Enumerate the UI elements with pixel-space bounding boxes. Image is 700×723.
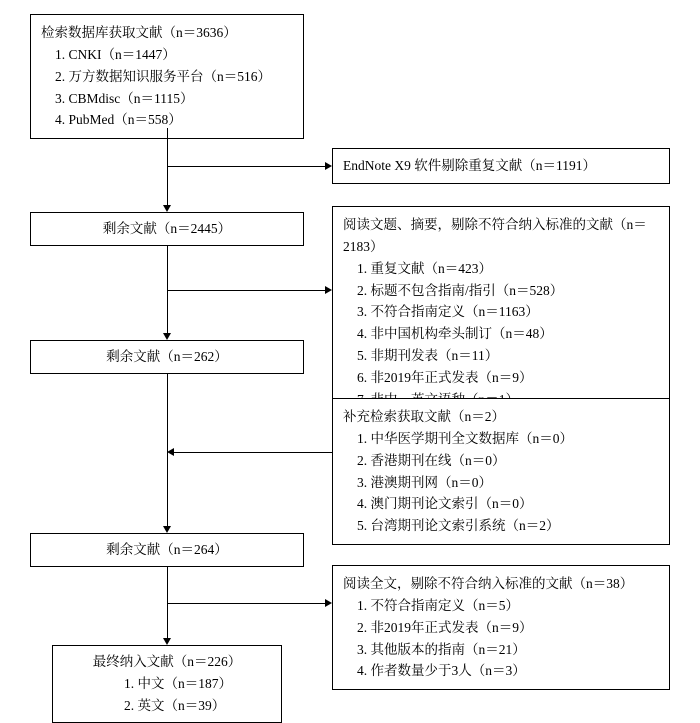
node-dedup-title: EndNote X9 软件剔除重复文献（n＝1191） <box>343 158 596 174</box>
node-included-title: 最终纳入文献（n＝226） <box>92 654 242 669</box>
list-item: 4. PubMed（n＝558） <box>55 112 182 128</box>
connector-spine-to-dedup <box>167 166 325 167</box>
list-item: 6. 非2019年正式发表（n＝9） <box>357 370 533 386</box>
list-item: 5. 台湾期刊论文索引系统（n＝2） <box>357 518 560 534</box>
arrowhead-to-screen-fulltext <box>325 599 332 607</box>
list-item: 1. 中文（n＝187） <box>124 675 232 691</box>
list-item: 4. 作者数量少于3人（n＝3） <box>357 663 526 679</box>
arrowhead-remain3-to-included <box>163 638 171 645</box>
list-item: 3. 其他版本的指南（n＝21） <box>357 641 526 657</box>
list-item: 1. 不符合指南定义（n＝5） <box>357 597 519 613</box>
list-item: 3. CBMdisc（n＝1115） <box>55 90 194 106</box>
list-item: 1. 中华医学期刊全文数据库（n＝0） <box>357 430 573 446</box>
node-remain3 <box>30 533 304 567</box>
list-item: 4. 澳门期刊论文索引（n＝0） <box>357 496 533 512</box>
node-supplement-title: 补充检索获取文献（n＝2） <box>343 409 505 424</box>
node-screen-fulltext-list <box>343 595 659 682</box>
connector-supplement-to-spine <box>174 452 332 453</box>
list-item: 2. 万方数据知识服务平台（n＝516） <box>55 68 271 84</box>
node-screen-fulltext-title: 阅读全文，剔除不符合纳入标准的文献（n＝38） <box>343 576 634 591</box>
node-remain2 <box>30 340 304 374</box>
node-sources-title: 检索数据库获取文献（n＝3636） <box>41 25 237 40</box>
node-remain1-title: 剩余文献（n＝2445） <box>102 221 232 237</box>
node-remain1 <box>30 212 304 246</box>
list-item: 2. 标题不包含指南/指引（n＝528） <box>357 282 564 298</box>
arrowhead-to-dedup <box>325 162 332 170</box>
arrowhead-remain2-to-remain3 <box>163 526 171 533</box>
list-item: 2. 非2019年正式发表（n＝9） <box>357 619 533 635</box>
arrowhead-remain1-to-remain2 <box>163 333 171 340</box>
list-item: 3. 港澳期刊网（n＝0） <box>357 474 492 490</box>
node-supplement <box>332 398 670 545</box>
list-item: 1. 重复文献（n＝423） <box>357 260 492 276</box>
node-included-list <box>102 673 232 717</box>
node-remain3-title: 剩余文献（n＝264） <box>106 542 228 558</box>
arrowhead-sources-to-remain1 <box>163 205 171 212</box>
node-sources-list <box>41 44 293 131</box>
list-item: 3. 不符合指南定义（n＝1163） <box>357 304 539 320</box>
list-item: 4. 非中国机构牵头制订（n＝48） <box>357 326 553 342</box>
node-sources <box>30 14 304 139</box>
list-item: 2. 香港期刊在线（n＝0） <box>357 452 506 468</box>
list-item: 2. 英文（n＝39） <box>124 697 226 713</box>
connector-spine-to-screen-fulltext <box>167 603 325 604</box>
list-item: 5. 非期刊发表（n＝11） <box>357 348 499 364</box>
node-screen-title-abstract-title: 阅读文题、摘要，剔除不符合纳入标准的文献（n＝2183） <box>343 217 647 254</box>
arrowhead-supplement-to-spine <box>167 448 174 456</box>
node-supplement-list <box>343 428 659 537</box>
list-item: 1. CNKI（n＝1447） <box>55 46 176 62</box>
arrowhead-to-screen-title-abstract <box>325 286 332 294</box>
node-screen-title-abstract <box>332 206 670 419</box>
node-screen-fulltext <box>332 565 670 690</box>
node-included <box>52 645 282 723</box>
node-dedup <box>332 148 670 184</box>
node-remain2-title: 剩余文献（n＝262） <box>106 349 228 365</box>
node-screen-title-abstract-list <box>343 258 659 411</box>
connector-spine-to-screen-title-abstract <box>167 290 325 291</box>
